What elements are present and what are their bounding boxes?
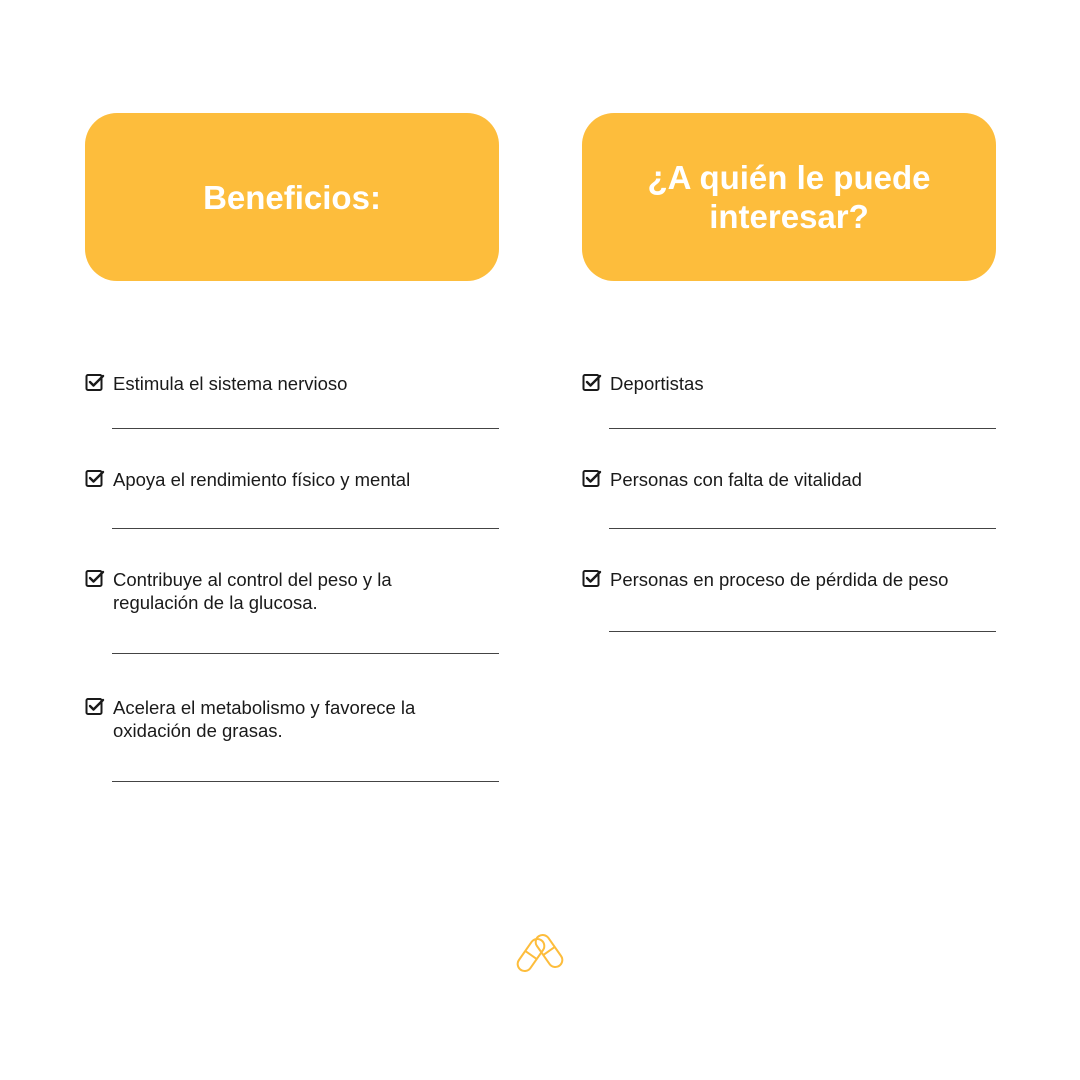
audience-item — [582, 468, 996, 491]
benefit-item — [85, 696, 499, 742]
checkbox-checked-icon — [85, 468, 105, 488]
capsules-logo-icon — [514, 931, 566, 975]
benefit-item-text: Contribuye al control del peso y la regulación de la glucosa. — [113, 569, 392, 613]
benefits-header-card — [85, 113, 499, 281]
checkbox-checked-icon — [582, 468, 602, 488]
divider — [609, 528, 996, 529]
benefit-item — [85, 568, 499, 614]
benefit-item — [85, 468, 499, 491]
divider — [609, 428, 996, 429]
audience-item — [582, 372, 996, 395]
divider — [609, 631, 996, 632]
audience-item-text: Personas con falta de vitalidad — [610, 469, 862, 490]
checkbox-checked-icon — [85, 568, 105, 588]
checkbox-checked-icon — [582, 568, 602, 588]
divider — [112, 528, 499, 529]
divider — [112, 428, 499, 429]
audience-header-card — [582, 113, 996, 281]
benefit-item — [85, 372, 499, 395]
audience-column — [582, 113, 996, 590]
benefits-title: Beneficios: — [203, 178, 381, 216]
audience-item — [582, 568, 996, 591]
checkbox-checked-icon — [582, 372, 602, 392]
divider — [112, 781, 499, 782]
benefit-item-text: Estimula el sistema nervioso — [113, 373, 348, 394]
audience-title: ¿A quién le puede interesar? — [647, 159, 931, 235]
audience-item-text: Deportistas — [610, 373, 704, 394]
checkbox-checked-icon — [85, 696, 105, 716]
benefits-column — [85, 113, 499, 741]
benefit-item-text: Acelera el metabolismo y favorece la oxidación de grasas. — [113, 697, 416, 741]
checkbox-checked-icon — [85, 372, 105, 392]
divider — [112, 653, 499, 654]
benefit-item-text: Apoya el rendimiento físico y mental — [113, 469, 411, 490]
audience-item-text: Personas en proceso de pérdida de peso — [610, 569, 949, 590]
